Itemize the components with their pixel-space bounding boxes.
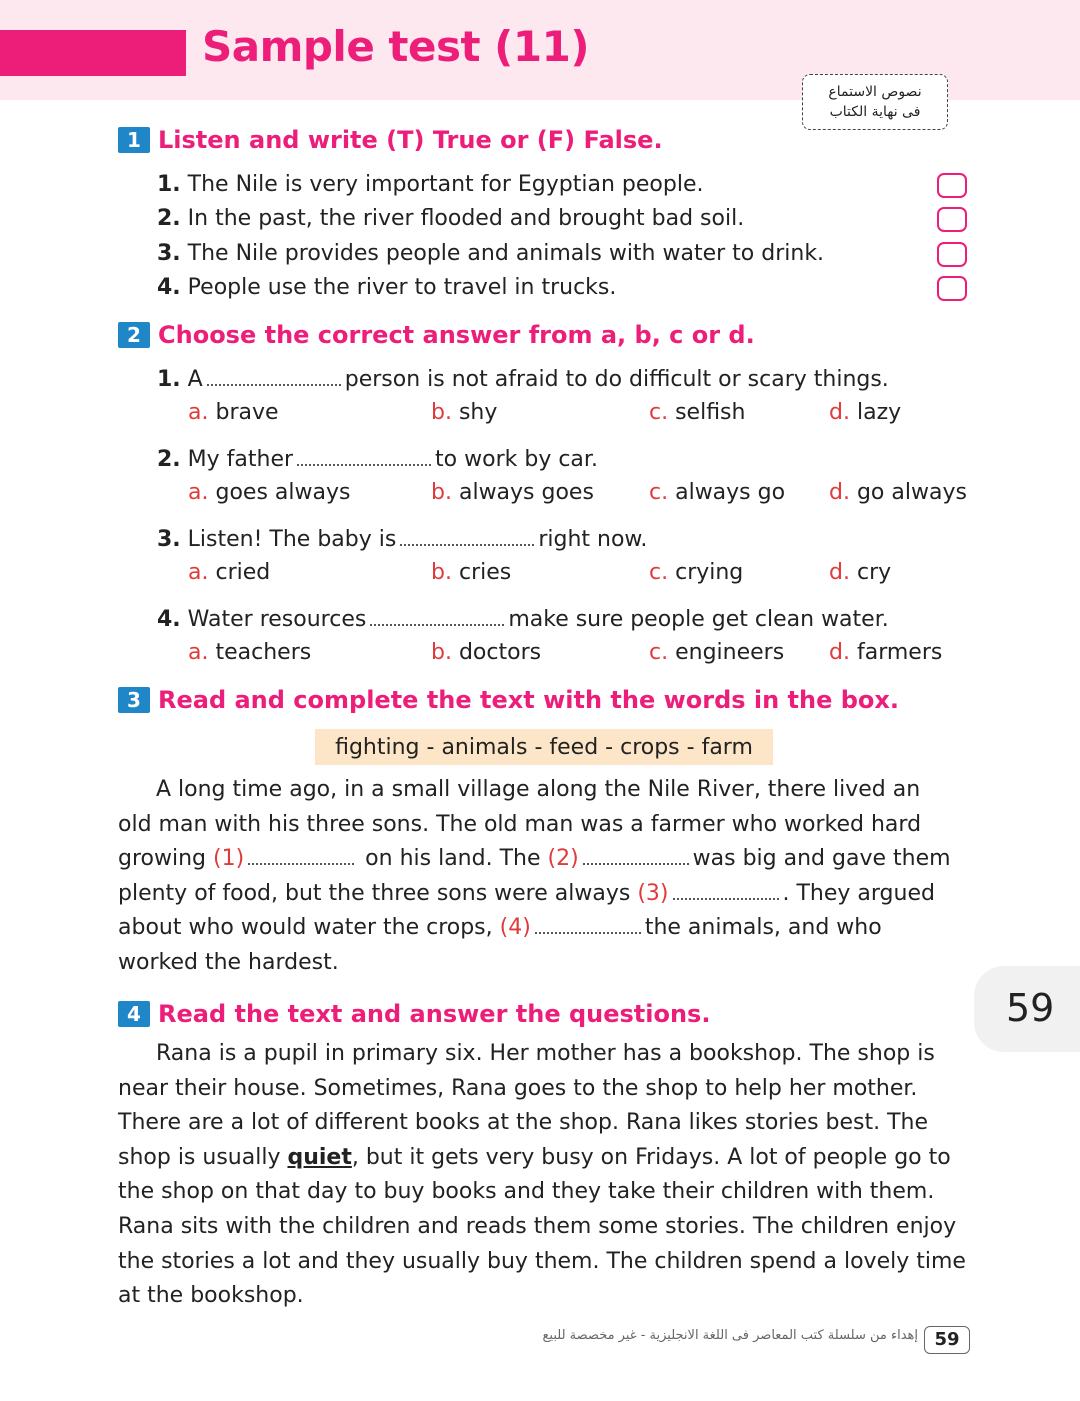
text-line [118, 1141, 978, 1176]
gap-number: (2) [547, 846, 579, 872]
item-text: In the past, the river flooded and brought bad soil. [187, 206, 745, 231]
text-span: on his land. The [365, 846, 541, 872]
text-line [118, 911, 978, 946]
section-4-heading [118, 1000, 710, 1028]
text-line: Rana is a pupil in primary six. Her mother has a bookshop. The shop is [156, 1041, 935, 1066]
option-text: crying [675, 560, 744, 585]
option-letter: b. [431, 560, 452, 585]
text-line: at the bookshop. [118, 1283, 304, 1309]
option[interactable] [431, 560, 511, 585]
option-text: always goes [458, 480, 594, 505]
option-text: teachers [215, 640, 312, 665]
tf-item [157, 172, 703, 197]
text-span: shop is usually [118, 1144, 281, 1170]
question [157, 526, 647, 552]
gap-blank[interactable] [535, 916, 641, 934]
option-letter: c. [649, 560, 669, 585]
listening-note-line1: نصوص الاستماع [828, 84, 922, 100]
text-line: There are a lot of different books at the shop. Rana likes stories best. The [118, 1110, 929, 1136]
option-letter: c. [649, 640, 669, 665]
reading-paragraph [118, 1037, 978, 1314]
section-number: 2 [118, 322, 150, 348]
question-number: 4. [157, 607, 181, 632]
answer-box[interactable] [937, 173, 967, 198]
section-title: Read the text and answer the questions. [158, 1000, 711, 1028]
question-text: make sure people get clean water. [508, 607, 889, 632]
option[interactable] [188, 640, 311, 665]
tf-item [157, 275, 616, 300]
option-text: goes always [215, 480, 351, 505]
item-text: The Nile provides people and animals with water to drink. [187, 241, 825, 266]
text-line: A long time ago, in a small village along the Nile River, there lived an [156, 777, 921, 802]
text-span: , but it gets very busy on Fridays. A lot of people go to [351, 1144, 951, 1170]
question-text: person is not afraid to do difficult or scary things. [344, 367, 889, 392]
option-text: always go [675, 480, 786, 505]
option-letter: b. [431, 640, 452, 665]
option-text: shy [458, 400, 498, 425]
option-letter: b. [431, 480, 452, 505]
section-title: Choose the correct answer from a, b, c or d. [158, 321, 755, 349]
tf-item [157, 206, 744, 231]
option[interactable] [431, 480, 594, 505]
page-title: Sample test (11) [202, 22, 590, 71]
blank[interactable] [400, 526, 534, 546]
text-line: worked the hardest. [118, 949, 339, 975]
footer-page-number: 59 [924, 1326, 970, 1354]
highlighted-word: quiet [287, 1144, 352, 1170]
listening-scripts-note [802, 74, 948, 130]
option[interactable] [649, 560, 743, 585]
option-text: cries [458, 560, 512, 585]
gap-blank[interactable] [248, 847, 354, 865]
option-letter: d. [829, 400, 850, 425]
text-line [118, 877, 978, 912]
option-letter: d. [829, 560, 850, 585]
text-span: was big and gave them [692, 846, 951, 872]
section-1-heading [118, 126, 663, 154]
answer-box[interactable] [937, 276, 967, 301]
question-text: to work by car. [435, 447, 598, 472]
question-text: Water resources [187, 607, 367, 632]
word-box: fighting - animals - feed - crops - farm [315, 729, 773, 765]
text-span: . They argued [782, 880, 935, 906]
side-page-number: 59 [1006, 986, 1055, 1030]
gap-blank[interactable] [583, 847, 689, 865]
item-text: People use the river to travel in trucks. [187, 275, 617, 300]
option-letter: d. [829, 640, 850, 665]
option[interactable] [829, 640, 942, 665]
text-span: growing [118, 846, 206, 872]
option-letter: d. [829, 480, 850, 505]
text-line [118, 842, 978, 877]
option[interactable] [431, 400, 497, 425]
option-text: engineers [675, 640, 785, 665]
option-letter: b. [431, 400, 452, 425]
section-number: 1 [118, 127, 150, 153]
option[interactable] [829, 480, 967, 505]
gap-number: (4) [499, 915, 531, 941]
option-text: selfish [675, 400, 746, 425]
option[interactable] [829, 560, 891, 585]
option-letter: a. [188, 480, 209, 505]
blank[interactable] [370, 606, 504, 626]
option[interactable] [649, 640, 784, 665]
question-number: 2. [157, 447, 181, 472]
option-letter: c. [649, 480, 669, 505]
option-text: farmers [856, 640, 943, 665]
gap-number: (3) [637, 880, 669, 906]
question-number: 1. [157, 367, 181, 392]
text-line: old man with his three sons. The old man was a farmer who worked hard [118, 811, 922, 837]
gap-number: (1) [213, 846, 245, 872]
option[interactable] [649, 400, 745, 425]
item-number: 2. [157, 206, 181, 231]
text-line: the stories a lot and they usually buy them. The children spend a lovely time [118, 1248, 966, 1274]
footer-note: إهداء من سلسلة كتب المعاصر فى اللغة الانجليزية - غير مخصصة للبيع [542, 1328, 918, 1343]
option[interactable] [188, 400, 279, 425]
option-letter: c. [649, 400, 669, 425]
blank[interactable] [207, 366, 341, 386]
text-span: the animals, and who [644, 915, 882, 941]
story-paragraph [118, 773, 978, 981]
option[interactable] [188, 560, 270, 585]
item-number: 4. [157, 275, 181, 300]
option-letter: a. [188, 560, 209, 585]
section-number: 3 [118, 687, 150, 713]
option-letter: a. [188, 640, 209, 665]
text-line: the shop on that day to buy books and they take their children with them. [118, 1179, 935, 1205]
section-3-heading [118, 686, 899, 714]
blank[interactable] [297, 446, 431, 466]
question-text: My father [187, 447, 294, 472]
option[interactable] [431, 640, 541, 665]
text-line: near their house. Sometimes, Rana goes to the shop to help her mother. [118, 1075, 918, 1101]
option-text: doctors [458, 640, 542, 665]
item-number: 3. [157, 241, 181, 266]
header-accent-bar [0, 30, 186, 76]
listening-note-line2: فى نهاية الكتاب [829, 104, 921, 120]
question-text: right now. [538, 527, 648, 552]
item-text: The Nile is very important for Egyptian people. [187, 172, 704, 197]
section-2-heading [118, 321, 755, 349]
option[interactable] [188, 480, 350, 505]
question-text: A [187, 367, 203, 392]
option[interactable] [829, 400, 901, 425]
option-text: cry [856, 560, 892, 585]
option-text: go always [856, 480, 967, 505]
text-span: about who would water the crops, [118, 915, 493, 941]
text-line: Rana sits with the children and reads them some stories. The children enjoy [118, 1213, 957, 1239]
section-title: Read and complete the text with the words in the box. [158, 686, 900, 714]
question [157, 366, 889, 392]
question [157, 606, 889, 632]
option-text: cried [215, 560, 271, 585]
option-text: brave [215, 400, 279, 425]
question-number: 3. [157, 527, 181, 552]
answer-box[interactable] [937, 207, 967, 232]
option-letter: a. [188, 400, 209, 425]
answer-box[interactable] [937, 242, 967, 267]
option-text: lazy [856, 400, 902, 425]
question [157, 446, 598, 472]
question-text: Listen! The baby is [187, 527, 397, 552]
option[interactable] [649, 480, 785, 505]
item-number: 1. [157, 172, 181, 197]
section-title: Listen and write (T) True or (F) False. [158, 126, 663, 154]
gap-blank[interactable] [673, 882, 779, 900]
text-span: plenty of food, but the three sons were always [118, 880, 631, 906]
section-number: 4 [118, 1001, 150, 1027]
tf-item [157, 241, 824, 266]
